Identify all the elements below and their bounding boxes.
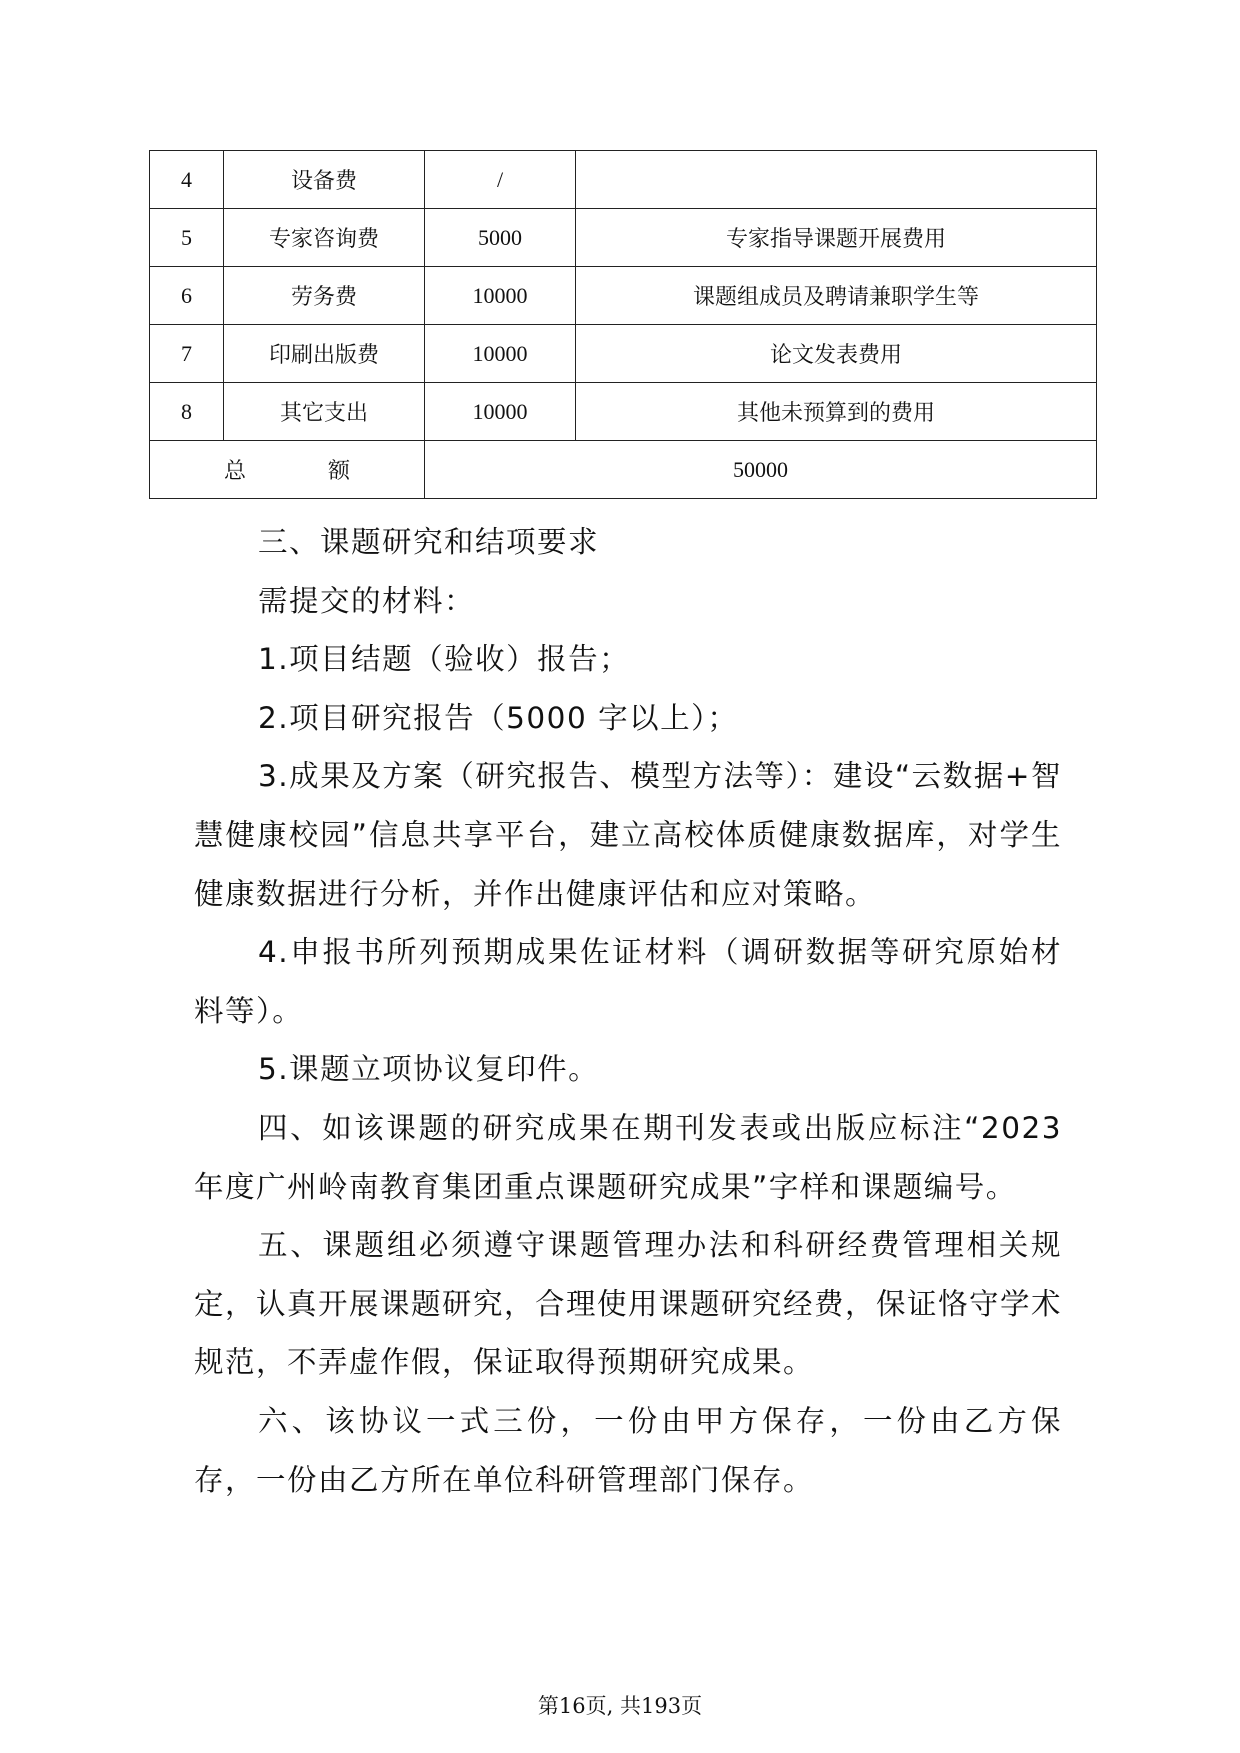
- clause-6: 六、该协议一式三份，一份由甲方保存，一份由乙方保存，一份由乙方所在单位科研管理部门保存。: [194, 1403, 1062, 1497]
- expense-item: 印刷出版费: [224, 325, 425, 383]
- table-row: [150, 209, 1097, 267]
- expense-amount: 10000: [425, 325, 576, 383]
- expense-note: 其他未预算到的费用: [576, 383, 1097, 441]
- materials-intro: 需提交的材料：: [258, 583, 476, 618]
- material-item-1: 1.项目结题（验收）报告；: [258, 642, 631, 677]
- total-label-char-1: 总: [223, 459, 246, 484]
- material-item-5: 5.课题立项协议复印件。: [258, 1052, 600, 1087]
- page-number: 第16页, 共193页: [537, 1694, 703, 1718]
- row-number: 7: [150, 325, 224, 383]
- row-number: 5: [150, 209, 224, 267]
- row-number: 8: [150, 383, 224, 441]
- section-heading-3: 三、课题研究和结项要求: [258, 525, 600, 559]
- expense-item: 劳务费: [224, 267, 425, 325]
- material-item-3: 3.成果及方案（研究报告、模型方法等）：建设“云数据+智慧健康校园”信息共享平台，建立高校体质健康数据库，对学生健康数据进行分析，并作出健康评估和应对策略。: [194, 759, 1062, 911]
- expense-note: [576, 151, 1097, 209]
- expense-amount: 10000: [425, 383, 576, 441]
- row-number: 4: [150, 151, 224, 209]
- expense-item: 设备费: [224, 151, 425, 209]
- expense-amount: /: [425, 151, 576, 209]
- total-row: [150, 441, 1097, 499]
- clause-5: 五、课题组必须遵守课题管理办法和科研经费管理相关规定，认真开展课题研究，合理使用课题研究经费，保证恪守学术规范，不弄虚作假，保证取得预期研究成果。: [194, 1228, 1063, 1380]
- expense-amount: 5000: [425, 209, 576, 267]
- material-item-2: 2.项目研究报告（5000 字以上）；: [258, 700, 739, 735]
- row-number: 6: [150, 267, 224, 325]
- table-row: [150, 383, 1097, 441]
- table-row: [150, 267, 1097, 325]
- expense-note: 专家指导课题开展费用: [576, 209, 1097, 267]
- expense-amount: 10000: [425, 267, 576, 325]
- expense-note: 论文发表费用: [576, 325, 1097, 383]
- material-item-4: 4.申报书所列预期成果佐证材料（调研数据等研究原始材料等）。: [194, 935, 1062, 1028]
- total-label: [150, 441, 425, 499]
- clause-4: 四、如该课题的研究成果在期刊发表或出版应标注“2023 年度广州岭南教育集团重点课题研究成果”字样和课题编号。: [194, 1110, 1062, 1204]
- agreement-body: [194, 513, 1062, 1509]
- total-value: 50000: [425, 441, 1097, 499]
- table-row: [150, 151, 1097, 209]
- budget-table: [149, 150, 1097, 499]
- expense-item: 其它支出: [224, 383, 425, 441]
- table-row: [150, 325, 1097, 383]
- expense-note: 课题组成员及聘请兼职学生等: [576, 267, 1097, 325]
- total-label-char-2: 额: [328, 459, 351, 484]
- expense-item: 专家咨询费: [224, 209, 425, 267]
